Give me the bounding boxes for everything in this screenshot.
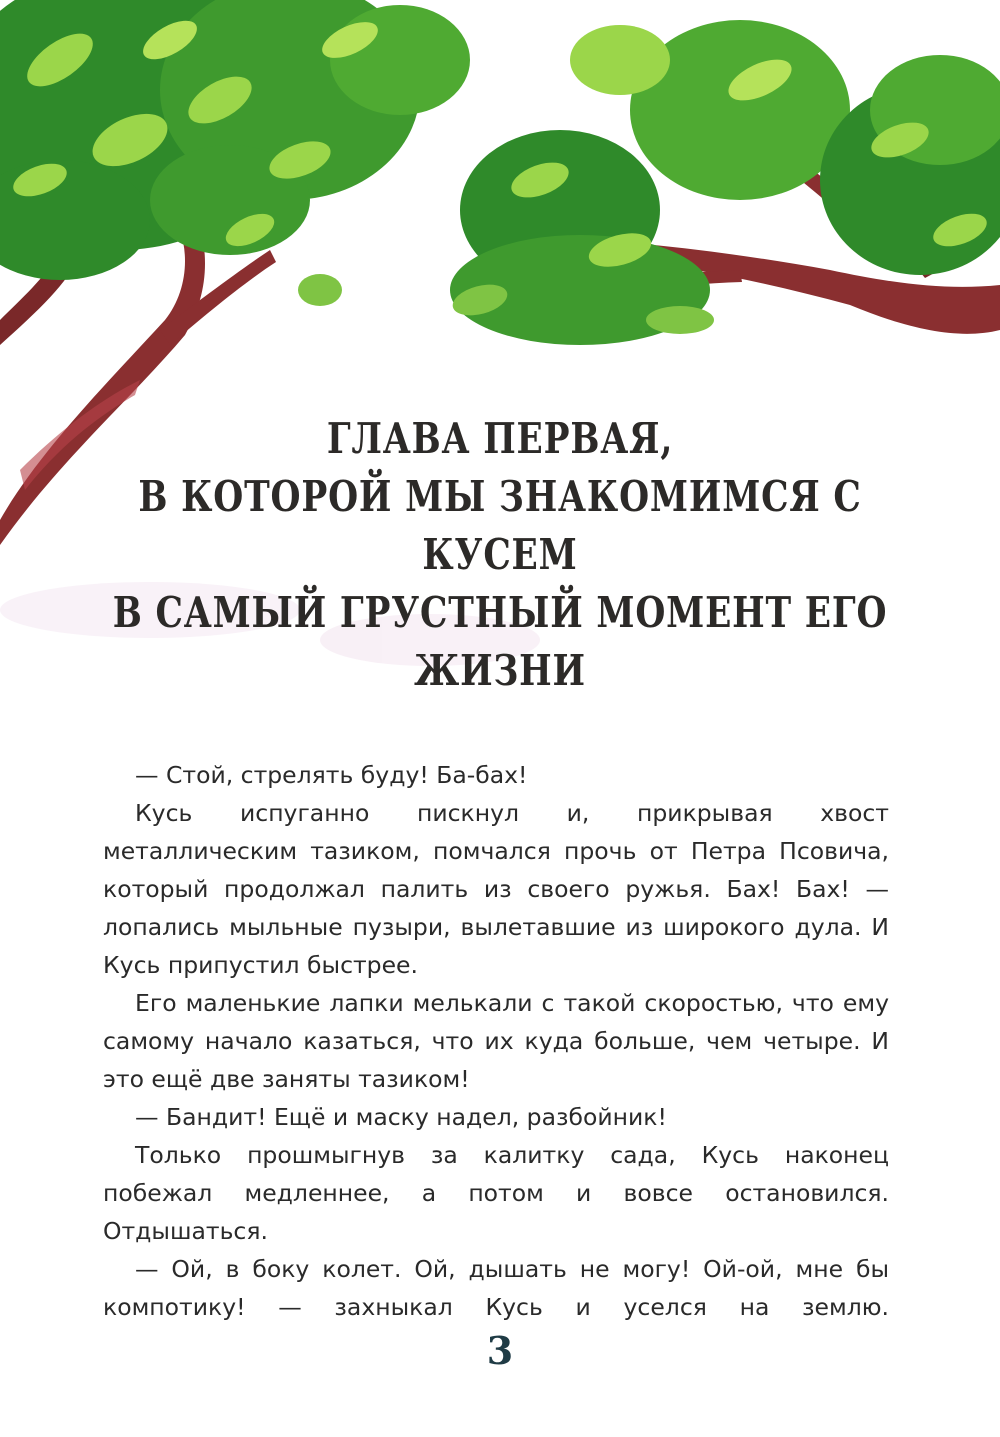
paragraph: Только прошмыгнув за калитку сада, Кусь наконец побежал медленнее, а потом и вовсе остановился. Отдышаться. xyxy=(103,1141,889,1245)
chapter-title xyxy=(90,410,910,700)
body-text xyxy=(103,756,889,1326)
chapter-title-line: В КОТОРОЙ МЫ ЗНАКОМИМСЯ С КУСЕМ xyxy=(138,472,862,579)
paragraph: — Стой, стрелять буду! Ба-бах! xyxy=(135,761,528,789)
paragraph: — Бандит! Ещё и маску надел, разбойник! xyxy=(135,1103,667,1131)
paragraph: Кусь испуганно пискнул и, прикрывая хвост металлическим тазиком, помчался прочь от Петра Псовича, который продолжал палить из своего ружья. Бах! Бах! — лопались мыльные пузыри, вылетавшие из широкого дула. И Кусь припустил быстрее. xyxy=(103,799,889,979)
paragraph: — Ой, в боку колет. Ой, дышать не могу! Ой-ой, мне бы компотику! — захныкал Кусь и уселся на землю. xyxy=(103,1255,889,1321)
chapter-title-line: В САМЫЙ ГРУСТНЫЙ МОМЕНТ ЕГО ЖИЗНИ xyxy=(112,588,888,695)
chapter-title-line: ГЛАВА ПЕРВАЯ, xyxy=(326,414,674,463)
page-number: 3 xyxy=(486,1328,514,1373)
paragraph: Его маленькие лапки мелькали с такой скоростью, что ему самому начало казаться, что их куда больше, чем четыре. И это ещё две заняты тазиком! xyxy=(103,989,889,1093)
left-canopy xyxy=(0,0,470,306)
